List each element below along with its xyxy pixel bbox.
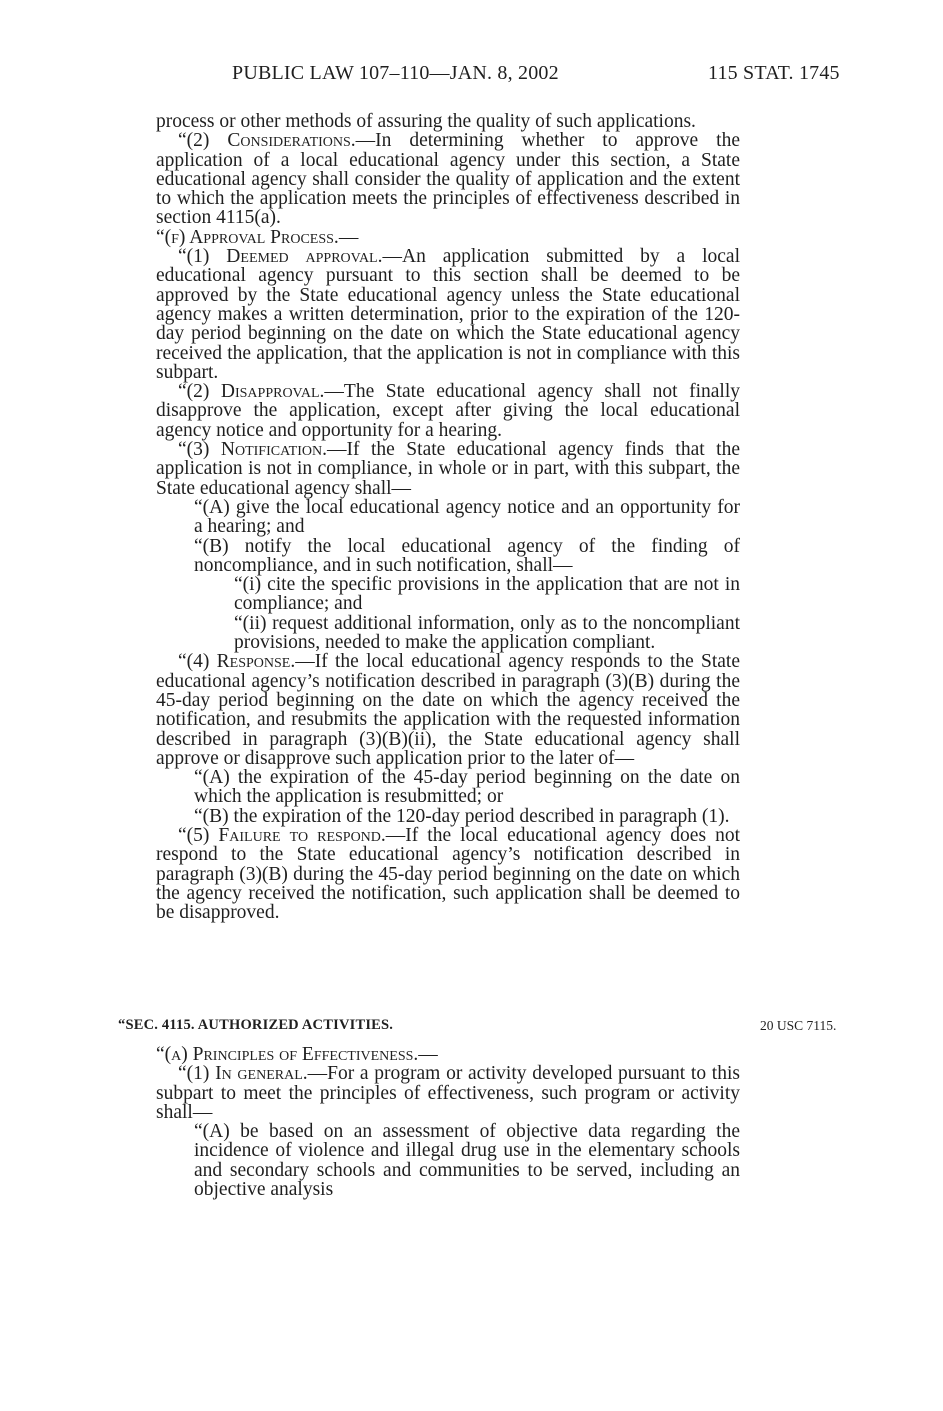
paragraph-approval-process: “(f) Approval Process.—: [156, 226, 359, 248]
paragraph-label: “(3) Notification.: [178, 439, 327, 461]
paragraph-notification-a: “(A) give the local educational agency notice and an opportunity for a hearing; and: [194, 496, 740, 538]
paragraph-label: “(2) Disapproval.: [178, 381, 325, 403]
section-heading: “SEC. 4115. AUTHORIZED ACTIVITIES.: [118, 1017, 394, 1033]
paragraph-label: “(a) Principles of Effectiveness.: [156, 1044, 419, 1065]
paragraph-label: “(1) In general.: [178, 1063, 308, 1085]
paragraph-label: “(4) Response.: [178, 651, 296, 673]
paragraph-notification-b-ii: “(ii) request additional information, only as to the noncompliant provisions, needed to make the application compliant.: [234, 612, 740, 654]
paragraph-deemed-approval: “(1) Deemed approval.—An application submitted by a local educational agency pursuant to this section shall be deemed to be approved by the State educational agency unless the State educational agency makes a written determination, prior to the expiration of the 120-day period beginning on the date on which the State educational agency received the application, that the application is not in compliance with this subpart.: [156, 246, 740, 383]
paragraph-notification-b-i: “(i) cite the specific provisions in the application that are not in compliance; and: [234, 574, 740, 615]
paragraph-disapproval: “(2) Disapproval.—The State educational agency shall not finally disapprove the application, except after giving the local educational agency notice and opportunity for a hearing.: [156, 381, 740, 441]
header-stat-page: 115 STAT. 1745: [708, 62, 840, 84]
paragraph-continuation: process or other methods of assuring the quality of such applications.: [156, 111, 696, 132]
running-header: [0, 62, 943, 92]
paragraph-label: “(2) Considerations.: [178, 130, 356, 152]
paragraph-in-general-a: “(A) be based on an assessment of objective data regarding the incidence of violence and illegal drug use in the elementary schools and secondary schools and communities to be served, including an objective analysis: [194, 1121, 740, 1201]
paragraph-label: “(f) Approval Process.: [156, 226, 339, 248]
body-text-lower: [156, 1045, 740, 1199]
paragraph-response: “(4) Response.—If the local educational agency responds to the State educational agency’s notification described in paragraph (3)(B) during the 45-day period beginning on the date on which the agency received the notification, and resubmits the application with the requested information described in paragraph (3)(B)(ii), the State educational agency shall approve or disapprove such application prior to the later of—: [156, 651, 740, 769]
paragraph-response-a: “(A) the expiration of the 45-day period beginning on the date on which the application is resubmitted; or: [194, 767, 740, 808]
paragraph-response-b: “(B) the expiration of the 120-day period described in paragraph (1).: [194, 805, 730, 827]
paragraph-considerations: “(2) Considerations.—In determining whether to approve the application of a local educational agency under this section, a State educational agency shall consider the quality of application and the extent to which the application meets the principles of effectiveness described in section 4115(a).: [156, 130, 740, 229]
header-title: PUBLIC LAW 107–110—JAN. 8, 2002: [232, 62, 559, 84]
paragraph-principles: “(a) Principles of Effectiveness.—: [156, 1044, 438, 1065]
paragraph-failure-to-respond: “(5) Failure to respond.—If the local educational agency does not respond to the State educational agency’s notification described in paragraph (3)(B) during the 45-day period beginning on the date on which the agency received the notification, such application shall be deemed to be disapproved.: [156, 824, 740, 924]
paragraph-notification-b: “(B) notify the local educational agency of the finding of noncompliance, and in such notification, shall—: [194, 535, 740, 576]
paragraph-label: “(1) Deemed approval.: [178, 246, 383, 268]
body-text-upper: [156, 112, 740, 922]
paragraph-in-general: “(1) In general.—For a program or activity developed pursuant to this subpart to meet the principles of effectiveness, such program or activity shall—: [156, 1063, 740, 1123]
paragraph-label: “(5) Failure to respond.: [178, 824, 386, 846]
margin-note-usc: 20 USC 7115.: [760, 1018, 837, 1033]
paragraph-notification: “(3) Notification.—If the State educational agency finds that the application is not in compliance, in whole or in part, with this subpart, the State educational agency shall—: [156, 439, 741, 499]
